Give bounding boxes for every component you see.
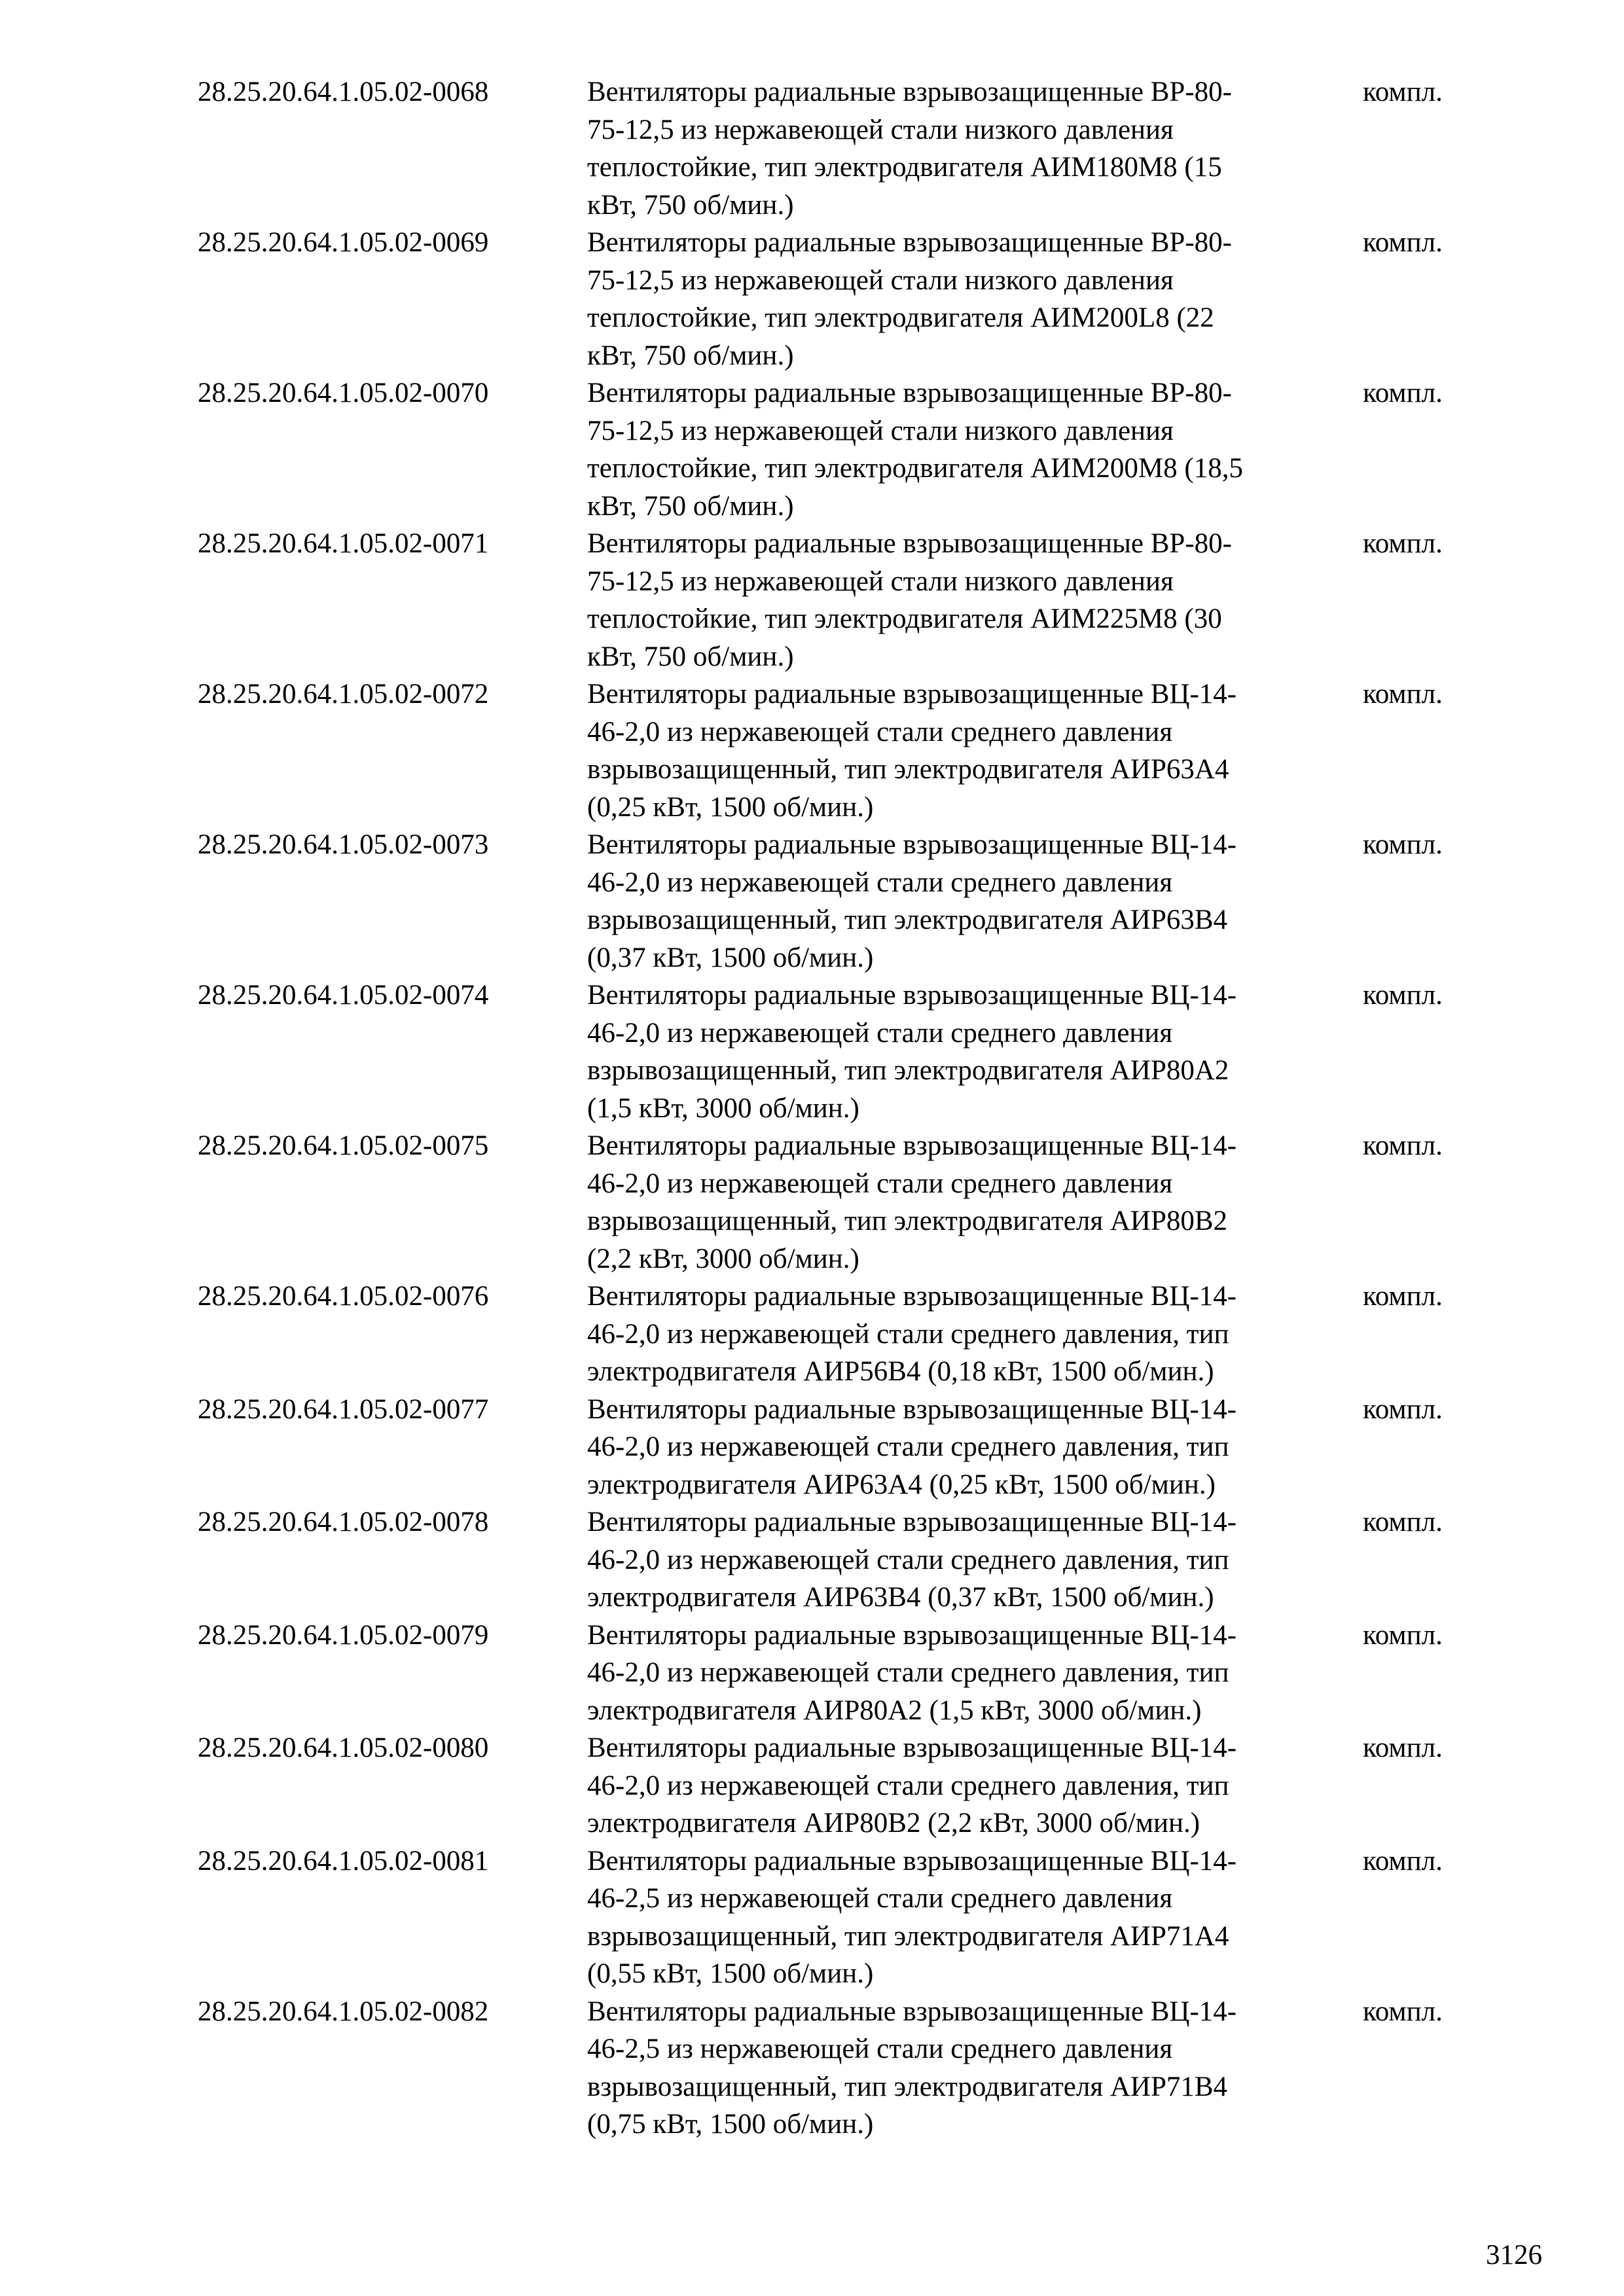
description-line: Вентиляторы радиальные взрывозащищенные ВЦ-14- [587,1130,1237,1161]
item-description [587,1729,1360,1842]
item-description [587,374,1360,525]
description-line: теплостойкие, тип электродвигателя АИМ200L8 (22 [587,302,1214,333]
description-line: Вентиляторы радиальные взрывозащищенные ВР-80- [587,227,1232,258]
description-line: (0,25 кВт, 1500 об/мин.) [587,791,874,823]
item-description [587,525,1360,675]
description-line: Вентиляторы радиальные взрывозащищенные ВЦ-14- [587,1996,1237,2027]
description-line: электродвигателя АИР63А4 (0,25 кВт, 1500 об/мин.) [587,1469,1216,1500]
item-unit: компл. [1363,1996,1443,2027]
item-unit: компл. [1363,227,1443,258]
item-code: 28.25.20.64.1.05.02-0069 [198,227,489,258]
item-code: 28.25.20.64.1.05.02-0075 [198,1130,489,1161]
item-description [587,1503,1360,1617]
item-code: 28.25.20.64.1.05.02-0080 [198,1732,489,1763]
list-item [198,1391,1474,1504]
list-item [198,1127,1474,1278]
list-item [198,1729,1474,1842]
description-line: 46-2,0 из нержавеющей стали среднего давления, тип [587,1544,1229,1575]
description-line: 46-2,0 из нержавеющей стали среднего давления, тип [587,1770,1229,1801]
item-code: 28.25.20.64.1.05.02-0072 [198,679,489,709]
list-item [198,1278,1474,1391]
description-line: 46-2,5 из нержавеющей стали среднего давления [587,2034,1173,2064]
description-line: Вентиляторы радиальные взрывозащищенные ВЦ-14- [587,1732,1237,1763]
item-unit: компл. [1363,528,1443,559]
item-unit: компл. [1363,1393,1443,1425]
description-line: Вентиляторы радиальные взрывозащищенные ВЦ-14- [587,1393,1237,1425]
description-line: Вентиляторы радиальные взрывозащищенные ВЦ-14- [587,980,1237,1011]
description-line: кВт, 750 об/мин.) [587,490,794,522]
description-line: взрывозащищенный, тип электродвигателя АИР80А2 [587,1055,1229,1086]
description-line: 46-2,0 из нержавеющей стали среднего давления, тип [587,1431,1229,1462]
item-unit: компл. [1363,77,1443,107]
list-item [198,675,1474,826]
description-line: взрывозащищенный, тип электродвигателя АИР63В4 [587,905,1228,935]
description-line: Вентиляторы радиальные взрывозащищенные ВР-80- [587,528,1232,559]
list-item [198,73,1474,224]
item-description [587,1127,1360,1278]
description-line: 75-12,5 из нержавеющей стали низкого давления [587,264,1174,296]
description-line: Вентиляторы радиальные взрывозащищенные ВЦ-14- [587,1845,1237,1876]
description-line: 75-12,5 из нержавеющей стали низкого давления [587,415,1174,446]
list-item [198,224,1474,374]
item-code: 28.25.20.64.1.05.02-0078 [198,1507,489,1537]
item-code: 28.25.20.64.1.05.02-0077 [198,1393,489,1425]
item-unit: компл. [1363,829,1443,860]
description-line: теплостойкие, тип электродвигателя АИМ180М8 (15 [587,152,1222,183]
list-item [198,1842,1474,1993]
description-line: Вентиляторы радиальные взрывозащищенные ВР-80- [587,77,1232,107]
item-code: 28.25.20.64.1.05.02-0079 [198,1619,489,1651]
description-line: взрывозащищенный, тип электродвигателя АИР71А4 [587,1920,1229,1952]
item-description [587,1278,1360,1391]
description-line: электродвигателя АИР80В2 (2,2 кВт, 3000 об/мин.) [587,1808,1200,1839]
item-description [587,73,1360,224]
description-line: кВт, 750 об/мин.) [587,340,794,371]
list-item [198,374,1474,525]
item-unit: компл. [1363,378,1443,408]
description-line: 46-2,0 из нержавеющей стали среднего давления, тип [587,1657,1229,1688]
list-item [198,977,1474,1127]
description-line: (2,2 кВт, 3000 об/мин.) [587,1243,859,1274]
item-unit: компл. [1363,1732,1443,1763]
list-item [198,525,1474,675]
item-code: 28.25.20.64.1.05.02-0068 [198,77,489,107]
description-line: Вентиляторы радиальные взрывозащищенные ВЦ-14- [587,1507,1237,1537]
item-description [587,826,1360,977]
description-line: Вентиляторы радиальные взрывозащищенные ВР-80- [587,378,1232,408]
description-line: 75-12,5 из нержавеющей стали низкого давления [587,114,1174,145]
description-line: электродвигателя АИР63В4 (0,37 кВт, 1500 об/мин.) [587,1582,1214,1613]
item-description [587,1617,1360,1730]
description-line: электродвигателя АИР80А2 (1,5 кВт, 3000 об/мин.) [587,1695,1202,1726]
description-line: теплостойкие, тип электродвигателя АИМ200М8 (18,5 [587,453,1243,484]
list-item [198,1617,1474,1730]
item-code: 28.25.20.64.1.05.02-0073 [198,829,489,860]
entries-list [198,73,1474,2144]
item-unit: компл. [1363,1130,1443,1161]
list-item [198,826,1474,977]
description-line: 46-2,5 из нержавеющей стали среднего давления [587,1883,1173,1914]
description-line: 46-2,0 из нержавеющей стали среднего давления [587,716,1173,747]
item-code: 28.25.20.64.1.05.02-0071 [198,528,489,559]
description-line: 46-2,0 из нержавеющей стали среднего давления, тип [587,1318,1229,1350]
description-line: Вентиляторы радиальные взрывозащищенные ВЦ-14- [587,1281,1237,1312]
item-unit: компл. [1363,1845,1443,1876]
item-description [587,1993,1360,2144]
item-description [587,1842,1360,1993]
item-unit: компл. [1363,980,1443,1011]
item-unit: компл. [1363,1281,1443,1312]
description-line: Вентиляторы радиальные взрывозащищенные ВЦ-14- [587,1619,1237,1651]
item-code: 28.25.20.64.1.05.02-0070 [198,378,489,408]
description-line: кВт, 750 об/мин.) [587,189,794,221]
item-description [587,224,1360,374]
description-line: взрывозащищенный, тип электродвигателя АИР71В4 [587,2071,1228,2102]
description-line: (1,5 кВт, 3000 об/мин.) [587,1092,859,1124]
item-description [587,1391,1360,1504]
description-line: Вентиляторы радиальные взрывозащищенные ВЦ-14- [587,679,1237,709]
description-line: Вентиляторы радиальные взрывозащищенные ВЦ-14- [587,829,1237,860]
item-code: 28.25.20.64.1.05.02-0074 [198,980,489,1011]
item-unit: компл. [1363,1507,1443,1537]
item-unit: компл. [1363,1619,1443,1651]
description-line: 75-12,5 из нержавеющей стали низкого давления [587,565,1174,597]
description-line: взрывозащищенный, тип электродвигателя АИР63А4 [587,754,1229,785]
description-line: 46-2,0 из нержавеющей стали среднего давления [587,867,1173,898]
description-line: (0,55 кВт, 1500 об/мин.) [587,1958,874,1989]
description-line: взрывозащищенный, тип электродвигателя АИР80В2 [587,1206,1228,1236]
description-line: 46-2,0 из нержавеющей стали среднего давления [587,1168,1173,1199]
item-code: 28.25.20.64.1.05.02-0081 [198,1845,489,1876]
item-description [587,675,1360,826]
item-description [587,977,1360,1127]
description-line: теплостойкие, тип электродвигателя АИМ225М8 (30 [587,603,1222,634]
item-unit: компл. [1363,679,1443,709]
description-line: электродвигателя АИР56В4 (0,18 кВт, 1500 об/мин.) [587,1356,1214,1387]
list-item [198,1993,1474,2144]
description-line: кВт, 750 об/мин.) [587,641,794,672]
description-line: (0,37 кВт, 1500 об/мин.) [587,942,874,973]
description-line: 46-2,0 из нержавеющей стали среднего давления [587,1017,1173,1049]
item-code: 28.25.20.64.1.05.02-0082 [198,1996,489,2027]
item-code: 28.25.20.64.1.05.02-0076 [198,1281,489,1312]
page-number: 3126 [1486,2240,1542,2270]
description-line: (0,75 кВт, 1500 об/мин.) [587,2109,874,2140]
list-item [198,1503,1474,1617]
